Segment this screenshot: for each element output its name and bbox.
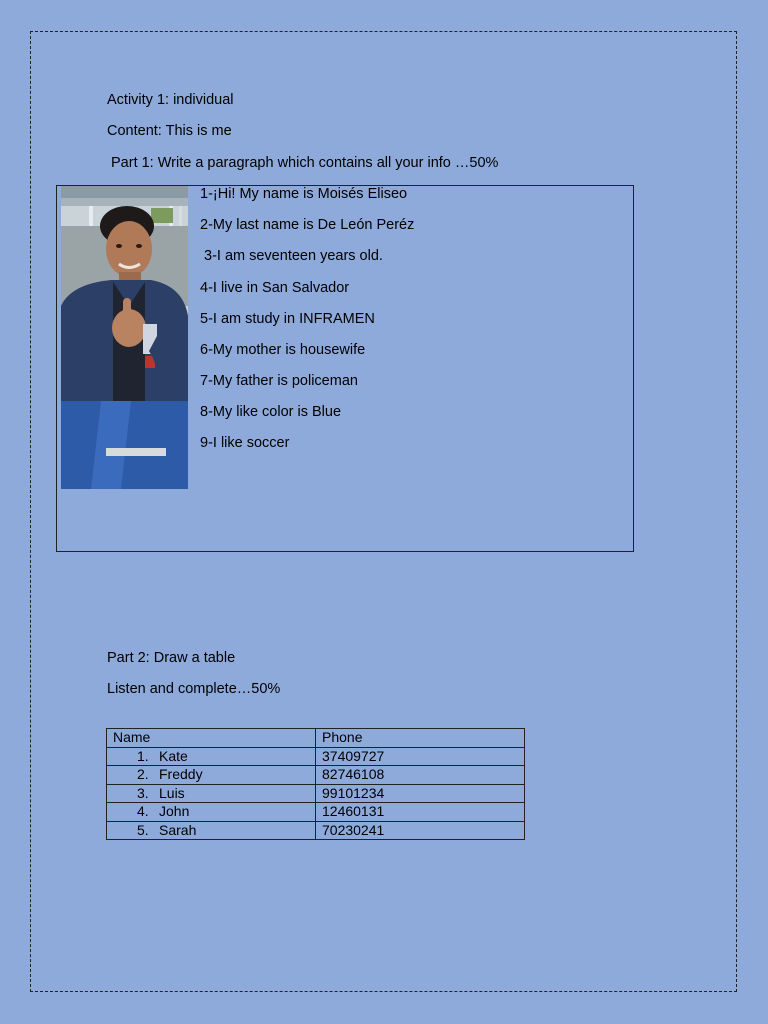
name-cell: [107, 784, 316, 803]
phone-cell: 12460131: [316, 803, 525, 822]
part2-subheading: Listen and complete…50%: [107, 681, 281, 697]
row-number: 2.: [137, 766, 149, 783]
part1-heading: Part 1: Write a paragraph which contains all your info …50%: [111, 155, 499, 171]
info-line-9: 9-I like soccer: [200, 435, 290, 451]
row-number: 1.: [137, 747, 149, 764]
phone-table: [106, 728, 525, 840]
table-row: [107, 747, 525, 766]
name-cell: [107, 747, 316, 766]
row-name: Kate: [159, 747, 188, 764]
name-cell: [107, 766, 316, 785]
column-header-phone: Phone: [316, 729, 525, 748]
row-name: Luis: [159, 784, 185, 801]
row-name: John: [159, 803, 190, 820]
content-heading: Content: This is me: [107, 123, 232, 139]
info-line-6: 6-My mother is housewife: [200, 342, 366, 358]
info-line-7: 7-My father is policeman: [200, 373, 358, 389]
activity-heading: Activity 1: individual: [107, 92, 234, 108]
info-line-3: 3-I am seventeen years old.: [204, 248, 383, 264]
table-row: [107, 803, 525, 822]
info-line-5: 5-I am study in INFRAMEN: [200, 311, 375, 327]
table-row: [107, 784, 525, 803]
name-cell: [107, 821, 316, 840]
part2-heading: Part 2: Draw a table: [107, 650, 236, 666]
table-row: [107, 766, 525, 785]
student-photo: [61, 186, 188, 489]
info-line-2: 2-My last name is De León Peréz: [200, 217, 415, 233]
row-number: 5.: [137, 821, 149, 838]
info-line-1: 1-¡Hi! My name is Moisés Eliseo: [200, 186, 408, 202]
phone-cell: 70230241: [316, 821, 525, 840]
info-line-4: 4-I live in San Salvador: [200, 280, 350, 296]
row-number: 4.: [137, 803, 149, 820]
phone-cell: 99101234: [316, 784, 525, 803]
info-line-8: 8-My like color is Blue: [200, 404, 342, 420]
row-number: 3.: [137, 784, 149, 801]
phone-cell: 37409727: [316, 747, 525, 766]
row-name: Sarah: [159, 821, 197, 838]
phone-cell: 82746108: [316, 766, 525, 785]
table-row: [107, 821, 525, 840]
table-header-row: [107, 729, 525, 748]
name-cell: [107, 803, 316, 822]
row-name: Freddy: [159, 766, 203, 783]
column-header-name: Name: [107, 729, 316, 748]
